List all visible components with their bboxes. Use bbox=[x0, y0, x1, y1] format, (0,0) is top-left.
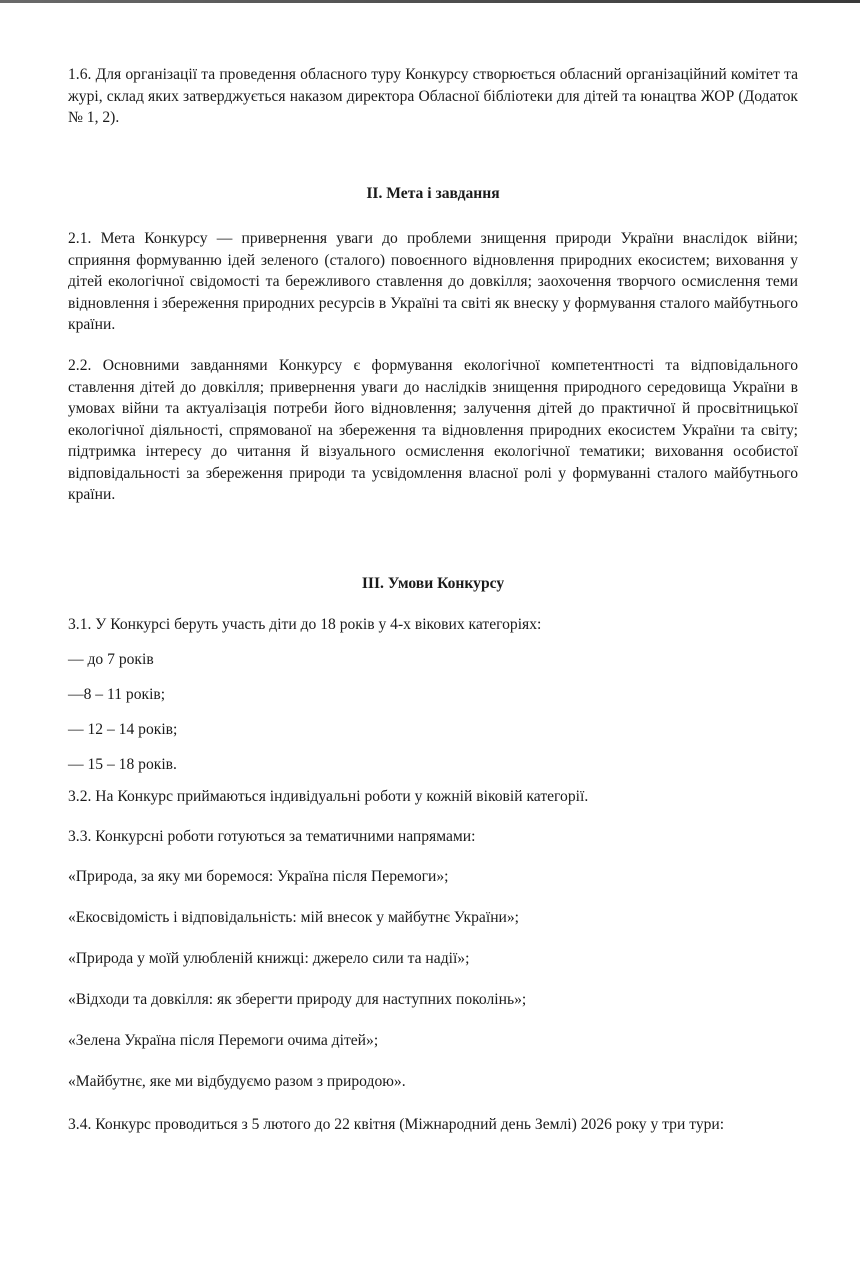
theme-item: «Майбутнє, яке ми відбудуємо разом з природою». bbox=[68, 1073, 406, 1090]
theme-item: «Природа, за яку ми боремося: Україна після Перемоги»; bbox=[68, 868, 449, 885]
paragraph-2-2: 2.2. Основними завданнями Конкурсу є формування екологічної компетентності та відповідального ставлення дітей до довкілля; привернення уваги до наслідків знищення природного середовища України в умовах війни та актуалізація потреби його відновлення; залучення дітей до практичної й просвітницької екологічної діяльності, спрямованої на збереження та відновлення природних екосистем України та світу; підтримка інтересу до читання й візуального осмислення екологічної тематики; виховання особистої відповідальності за збереження природи та усвідомлення власної ролі у формуванні сталого майбутнього країни. bbox=[68, 357, 798, 503]
paragraph-2-1: 2.1. Мета Конкурсу — привернення уваги до проблеми знищення природи України внаслідок війни; сприяння формуванню ідей зеленого (сталого) повоєнного відновлення природних екосистем; виховання у дітей екологічної свідомості та бережливого ставлення до довкілля; заохочення творчого осмислення теми відновлення і збереження природних ресурсів в Україні та світі як внеску у формування сталого майбутнього країни. bbox=[68, 230, 798, 333]
theme-item: «Природа у моїй улюбленій книжці: джерело сили та надії»; bbox=[68, 950, 470, 967]
theme-item: «Екосвідомість і відповідальність: мій внесок у майбутнє України»; bbox=[68, 909, 520, 926]
section-3-heading: ІІІ. Умови Конкурсу bbox=[361, 575, 505, 592]
paragraph-3-3: 3.3. Конкурсні роботи готуються за тематичними напрямами: bbox=[68, 828, 476, 845]
theme-item: «Відходи та довкілля: як зберегти природу для наступних поколінь»; bbox=[68, 991, 527, 1008]
paragraph-3-1: 3.1. У Конкурсі беруть участь діти до 18 років у 4-х вікових категоріях: bbox=[68, 616, 542, 633]
scan-top-edge bbox=[0, 0, 860, 3]
age-category-item: —8 – 11 років; bbox=[68, 686, 166, 703]
age-category-item: — 15 – 18 років. bbox=[68, 756, 177, 773]
theme-item: «Зелена Україна після Перемоги очима дітей»; bbox=[68, 1032, 379, 1049]
age-category-item: — до 7 років bbox=[68, 651, 154, 668]
paragraph-3-2: 3.2. На Конкурс приймаються індивідуальні роботи у кожній віковій категорії. bbox=[68, 788, 589, 805]
paragraph-1-6: 1.6. Для організації та проведення обласного туру Конкурсу створюється обласний організаційний комітет та журі, склад яких затверджується наказом директора Обласної бібліотеки для дітей та юнацтва ЖОР (Додаток № 1, 2). bbox=[68, 66, 798, 126]
paragraph-3-4: 3.4. Конкурс проводиться з 5 лютого до 22 квітня (Міжнародний день Землі) 2026 року у три тури: bbox=[68, 1116, 725, 1133]
section-2-heading: ІІ. Мета і завдання bbox=[366, 185, 500, 202]
age-category-item: — 12 – 14 років; bbox=[68, 721, 178, 738]
